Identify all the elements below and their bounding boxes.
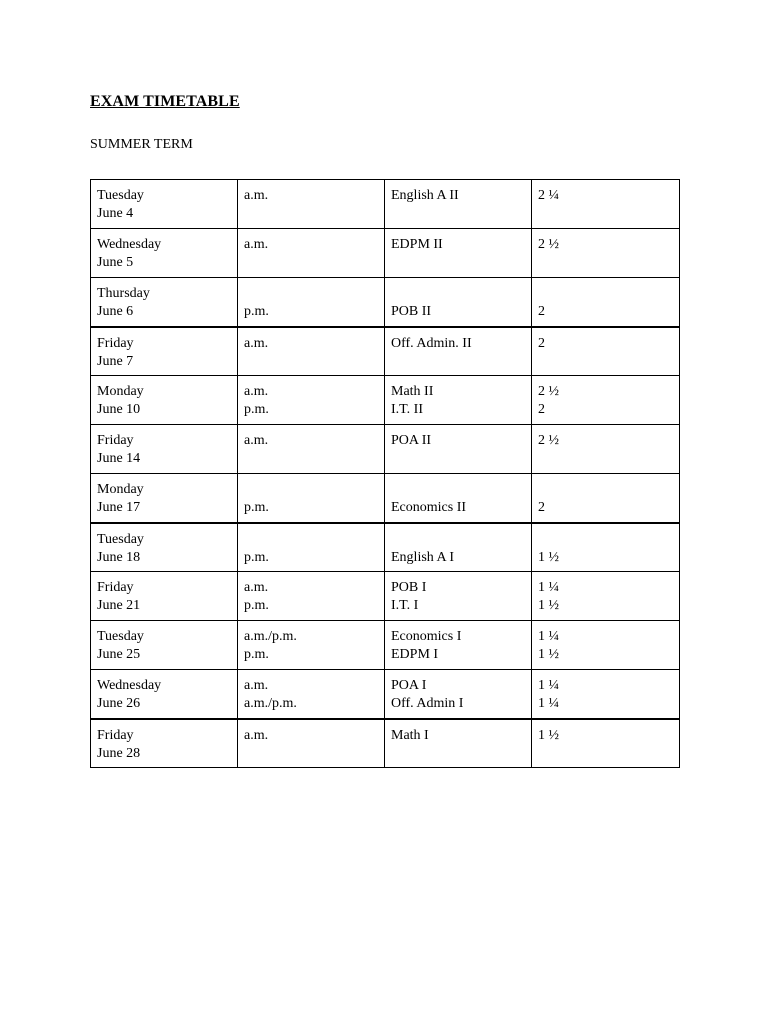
- day-cell: [91, 376, 238, 425]
- table-row: [91, 229, 680, 278]
- session-time-cell: [238, 229, 385, 278]
- exam-date: June 17: [97, 500, 141, 515]
- session-time-cell: [238, 719, 385, 768]
- exam-date: June 28: [97, 745, 141, 761]
- exam-subject: I.T. II: [391, 402, 423, 417]
- page-subtitle: SUMMER TERM: [90, 137, 193, 152]
- exam-date: June 21: [97, 598, 141, 613]
- exam-duration: 2 ½: [538, 433, 559, 448]
- session-time: p.m.: [244, 598, 269, 613]
- exam-subject: Math II: [391, 384, 434, 399]
- table-row: [91, 523, 680, 572]
- table-row: [91, 572, 680, 621]
- session-time: a.m.: [244, 727, 269, 743]
- table-row: [91, 278, 680, 327]
- session-time: a.m.: [244, 335, 269, 351]
- exam-timetable: [90, 179, 680, 768]
- session-time: a.m.: [244, 433, 269, 448]
- day-name: Thursday: [97, 286, 150, 301]
- exam-duration: 2: [538, 335, 545, 351]
- session-time: a.m.: [244, 384, 269, 399]
- exam-duration-cell: [532, 425, 680, 474]
- exam-subject-cell: [385, 278, 532, 327]
- session-time-cell: [238, 670, 385, 719]
- table-row: [91, 719, 680, 768]
- exam-date: June 14: [97, 451, 141, 466]
- session-time-cell: [238, 474, 385, 523]
- session-time-cell: [238, 278, 385, 327]
- exam-duration-cell: [532, 474, 680, 523]
- day-name: Wednesday: [97, 237, 162, 252]
- day-cell: [91, 425, 238, 474]
- session-time-cell: [238, 180, 385, 229]
- exam-duration: 1 ½: [538, 727, 559, 743]
- exam-subject-cell: [385, 523, 532, 572]
- exam-duration: 2 ½: [538, 237, 559, 252]
- day-name: Tuesday: [97, 531, 144, 547]
- exam-duration: 1 ½: [538, 647, 559, 662]
- session-time: p.m.: [244, 549, 269, 565]
- day-name: Tuesday: [97, 629, 144, 644]
- exam-date: June 6: [97, 304, 134, 319]
- exam-duration: 2: [538, 500, 545, 515]
- session-time: p.m.: [244, 647, 269, 662]
- exam-subject: Economics II: [391, 500, 467, 515]
- exam-duration-cell: [532, 278, 680, 327]
- table-row: [91, 621, 680, 670]
- exam-duration-cell: [532, 670, 680, 719]
- exam-subject-cell: [385, 229, 532, 278]
- session-time: a.m.: [244, 678, 269, 693]
- session-time: p.m.: [244, 304, 269, 319]
- exam-duration-cell: [532, 719, 680, 768]
- table-row: [91, 670, 680, 719]
- session-time-cell: [238, 425, 385, 474]
- exam-duration-cell: [532, 572, 680, 621]
- session-time-cell: [238, 523, 385, 572]
- exam-subject-cell: [385, 376, 532, 425]
- day-cell: [91, 572, 238, 621]
- exam-duration: 1 ¼: [538, 678, 559, 693]
- exam-subject: Math I: [391, 727, 429, 743]
- exam-subject: Off. Admin I: [391, 696, 464, 711]
- day-name: Wednesday: [97, 678, 162, 693]
- exam-duration: 2 ¼: [538, 188, 559, 203]
- session-time: p.m.: [244, 500, 269, 515]
- session-time-cell: [238, 327, 385, 376]
- exam-subject-cell: [385, 180, 532, 229]
- exam-subject: EDPM II: [391, 237, 443, 252]
- exam-subject: EDPM I: [391, 647, 439, 662]
- table-row: [91, 425, 680, 474]
- day-cell: [91, 229, 238, 278]
- day-name: Friday: [97, 433, 134, 448]
- exam-date: June 18: [97, 549, 141, 565]
- session-time: a.m./p.m.: [244, 696, 297, 711]
- day-cell: [91, 180, 238, 229]
- exam-date: June 26: [97, 696, 141, 711]
- exam-subject-cell: [385, 719, 532, 768]
- exam-duration-cell: [532, 376, 680, 425]
- exam-subject: English A I: [391, 549, 455, 565]
- day-name: Friday: [97, 727, 134, 743]
- exam-date: June 7: [97, 353, 134, 369]
- exam-duration: 1 ¼: [538, 580, 559, 595]
- exam-subject: POA I: [391, 678, 427, 693]
- day-name: Monday: [97, 482, 144, 497]
- exam-subject-cell: [385, 327, 532, 376]
- exam-subject-cell: [385, 425, 532, 474]
- exam-duration: 2 ½: [538, 384, 559, 399]
- day-name: Tuesday: [97, 188, 144, 203]
- exam-date: June 25: [97, 647, 141, 662]
- session-time-cell: [238, 572, 385, 621]
- exam-duration-cell: [532, 523, 680, 572]
- session-time: p.m.: [244, 402, 269, 417]
- exam-subject-cell: [385, 670, 532, 719]
- page-title: EXAM TIMETABLE: [90, 93, 240, 110]
- session-time: a.m./p.m.: [244, 629, 297, 644]
- day-cell: [91, 523, 238, 572]
- exam-subject-cell: [385, 572, 532, 621]
- table-row: [91, 474, 680, 523]
- timetable-body: [91, 180, 680, 768]
- session-time-cell: [238, 621, 385, 670]
- exam-duration: 1 ¼: [538, 696, 559, 711]
- exam-subject: Economics I: [391, 629, 462, 644]
- exam-subject: English A II: [391, 188, 459, 203]
- exam-subject: Off. Admin. II: [391, 335, 472, 351]
- exam-date: June 4: [97, 206, 134, 221]
- day-name: Friday: [97, 335, 134, 351]
- exam-date: June 5: [97, 255, 134, 270]
- table-row: [91, 327, 680, 376]
- exam-subject-cell: [385, 474, 532, 523]
- exam-duration-cell: [532, 327, 680, 376]
- day-cell: [91, 670, 238, 719]
- session-time: a.m.: [244, 580, 269, 595]
- exam-subject: POB I: [391, 580, 427, 595]
- session-time: a.m.: [244, 188, 269, 203]
- exam-duration-cell: [532, 180, 680, 229]
- session-time: a.m.: [244, 237, 269, 252]
- day-cell: [91, 327, 238, 376]
- exam-duration: 1 ½: [538, 549, 559, 565]
- day-name: Friday: [97, 580, 134, 595]
- exam-subject: I.T. I: [391, 598, 419, 613]
- day-name: Monday: [97, 384, 144, 399]
- day-cell: [91, 621, 238, 670]
- day-cell: [91, 278, 238, 327]
- day-cell: [91, 474, 238, 523]
- exam-duration-cell: [532, 621, 680, 670]
- exam-duration-cell: [532, 229, 680, 278]
- exam-subject: POB II: [391, 304, 432, 319]
- exam-duration: 2: [538, 402, 545, 417]
- exam-subject: POA II: [391, 433, 432, 448]
- exam-subject-cell: [385, 621, 532, 670]
- day-cell: [91, 719, 238, 768]
- exam-duration: 2: [538, 304, 545, 319]
- table-row: [91, 180, 680, 229]
- exam-duration: 1 ½: [538, 598, 559, 613]
- exam-duration: 1 ¼: [538, 629, 559, 644]
- table-row: [91, 376, 680, 425]
- exam-date: June 10: [97, 402, 141, 417]
- session-time-cell: [238, 376, 385, 425]
